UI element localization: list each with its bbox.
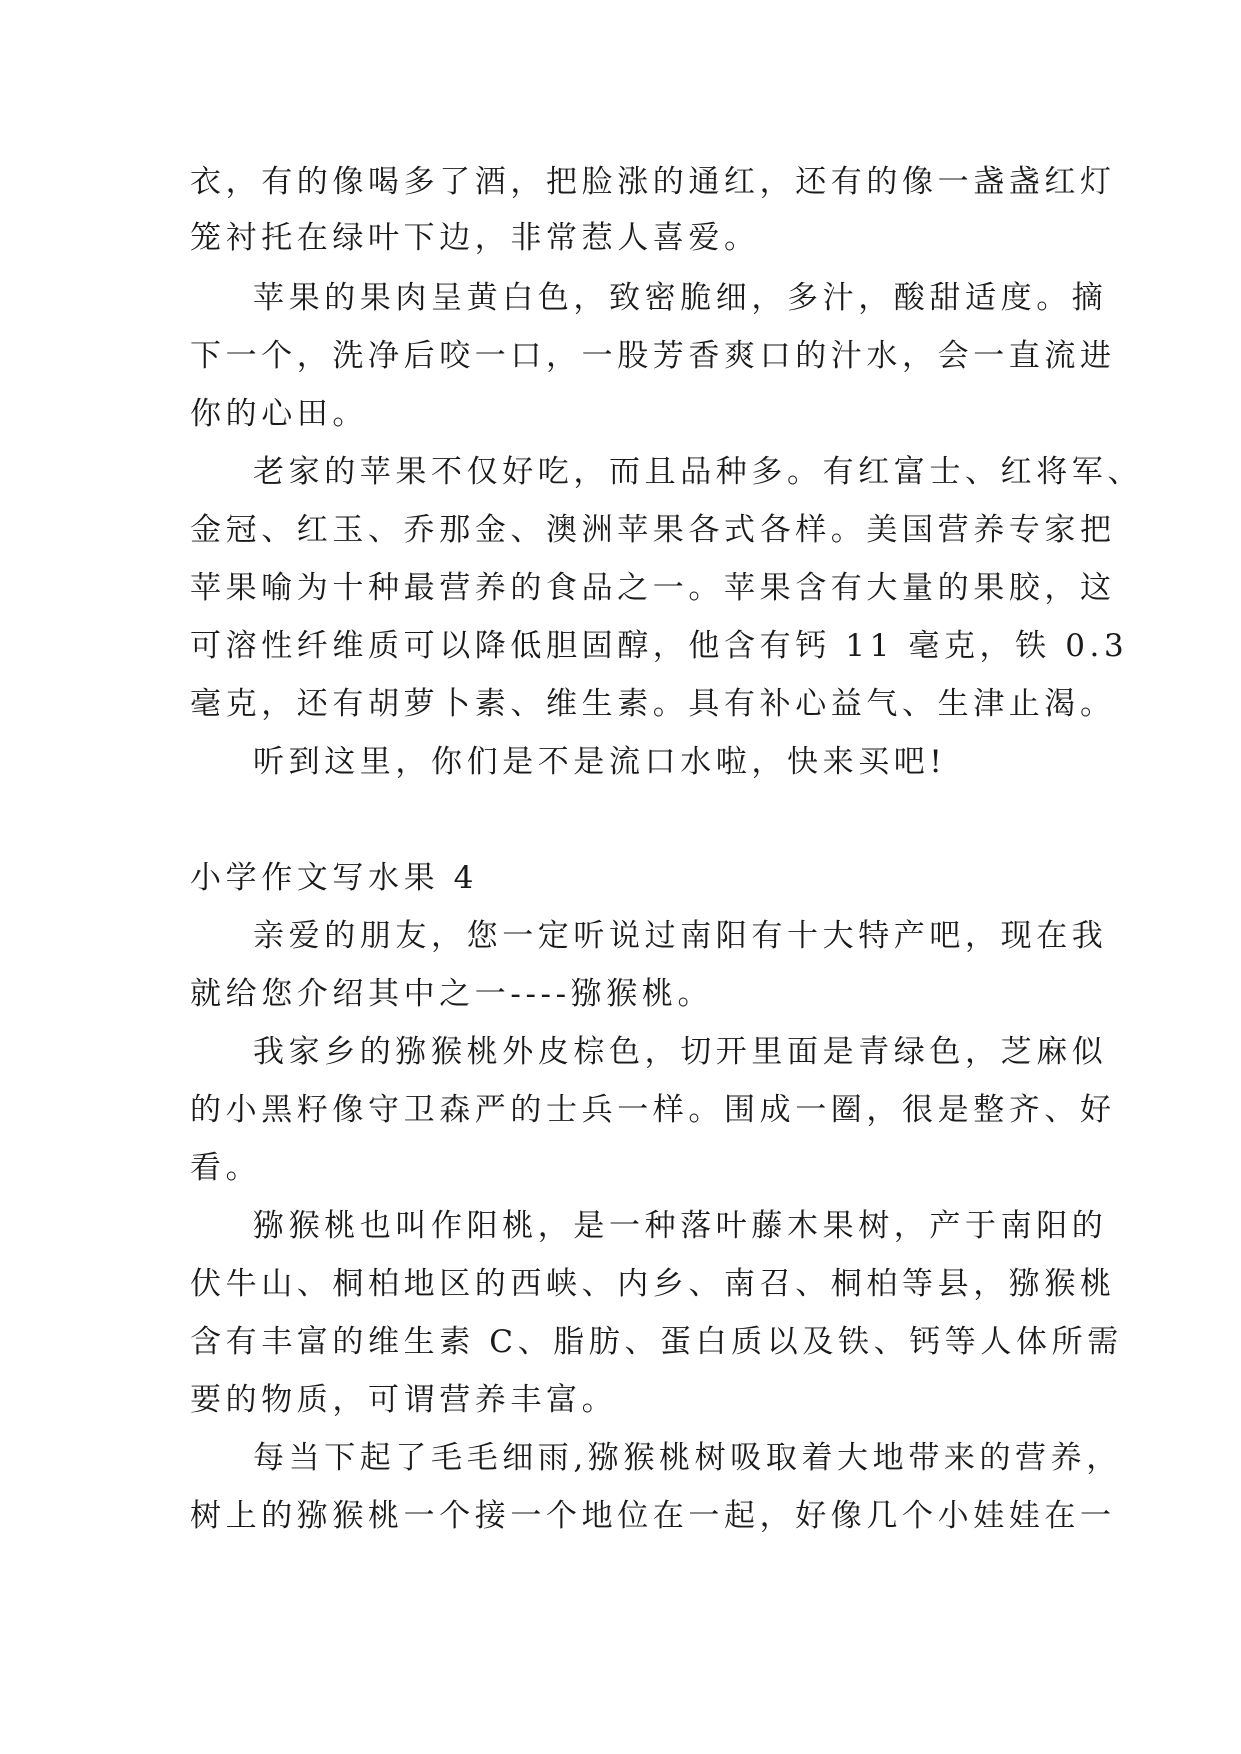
text-line: 你的心田。 (190, 396, 368, 432)
paragraph-start-line: 亲爱的朋友，您一定听说过南阳有十大特产吧，现在我 (253, 918, 1108, 954)
text-line: 含有丰富的维生素 C、脂肪、蛋白质以及铁、钙等人体所需 (190, 1324, 1123, 1360)
text-line: 看。 (190, 1150, 262, 1186)
paragraph-start-line: 苹果的果肉呈黄白色，致密脆细，多汁，酸甜适度。摘 (253, 280, 1108, 316)
text-line: 要的物质，可谓营养丰富。 (190, 1382, 618, 1418)
text-line: 衣，有的像喝多了酒，把脸涨的通红，还有的像一盏盏红灯 (190, 164, 1116, 200)
text-line: 金冠、红玉、乔那金、澳洲苹果各式各样。美国营养专家把 (190, 512, 1116, 548)
text-line: 的小黑籽像守卫森严的士兵一样。围成一圈，很是整齐、好 (190, 1092, 1116, 1128)
text-line: 伏牛山、桐柏地区的西峡、内乡、南召、桐柏等县，猕猴桃 (190, 1266, 1116, 1302)
text-line: 就给您介绍其中之一----猕猴桃。 (190, 976, 714, 1012)
paragraph-start-line: 老家的苹果不仅好吃，而且品种多。有红富士、红将军、 (253, 454, 1143, 490)
text-line: 笼衬托在绿叶下边，非常惹人喜爱。 (190, 220, 760, 256)
text-line: 树上的猕猴桃一个接一个地位在一起，好像几个小娃娃在一 (190, 1498, 1116, 1534)
text-line: 苹果喻为十种最营养的食品之一。苹果含有大量的果胶，这 (190, 570, 1116, 606)
paragraph-start-line: 猕猴桃也叫作阳桃，是一种落叶藤木果树，产于南阳的 (253, 1208, 1108, 1244)
text-line: 可溶性纤维质可以降低胆固醇，他含有钙 11 毫克，铁 0.3 (190, 628, 1129, 664)
text-line: 下一个，洗净后咬一口，一股芳香爽口的汁水，会一直流进 (190, 338, 1116, 374)
paragraph-start-line: 每当下起了毛毛细雨,猕猴桃树吸取着大地带来的营养， (253, 1440, 1122, 1476)
text-line: 毫克，还有胡萝卜素、维生素。具有补心益气、生津止渴。 (190, 686, 1116, 722)
paragraph-start-line: 听到这里，你们是不是流口水啦，快来买吧! (253, 744, 947, 780)
section-heading: 小学作文写水果 4 (190, 860, 478, 896)
paragraph-start-line: 我家乡的猕猴桃外皮棕色，切开里面是青绿色，芝麻似 (253, 1034, 1108, 1070)
